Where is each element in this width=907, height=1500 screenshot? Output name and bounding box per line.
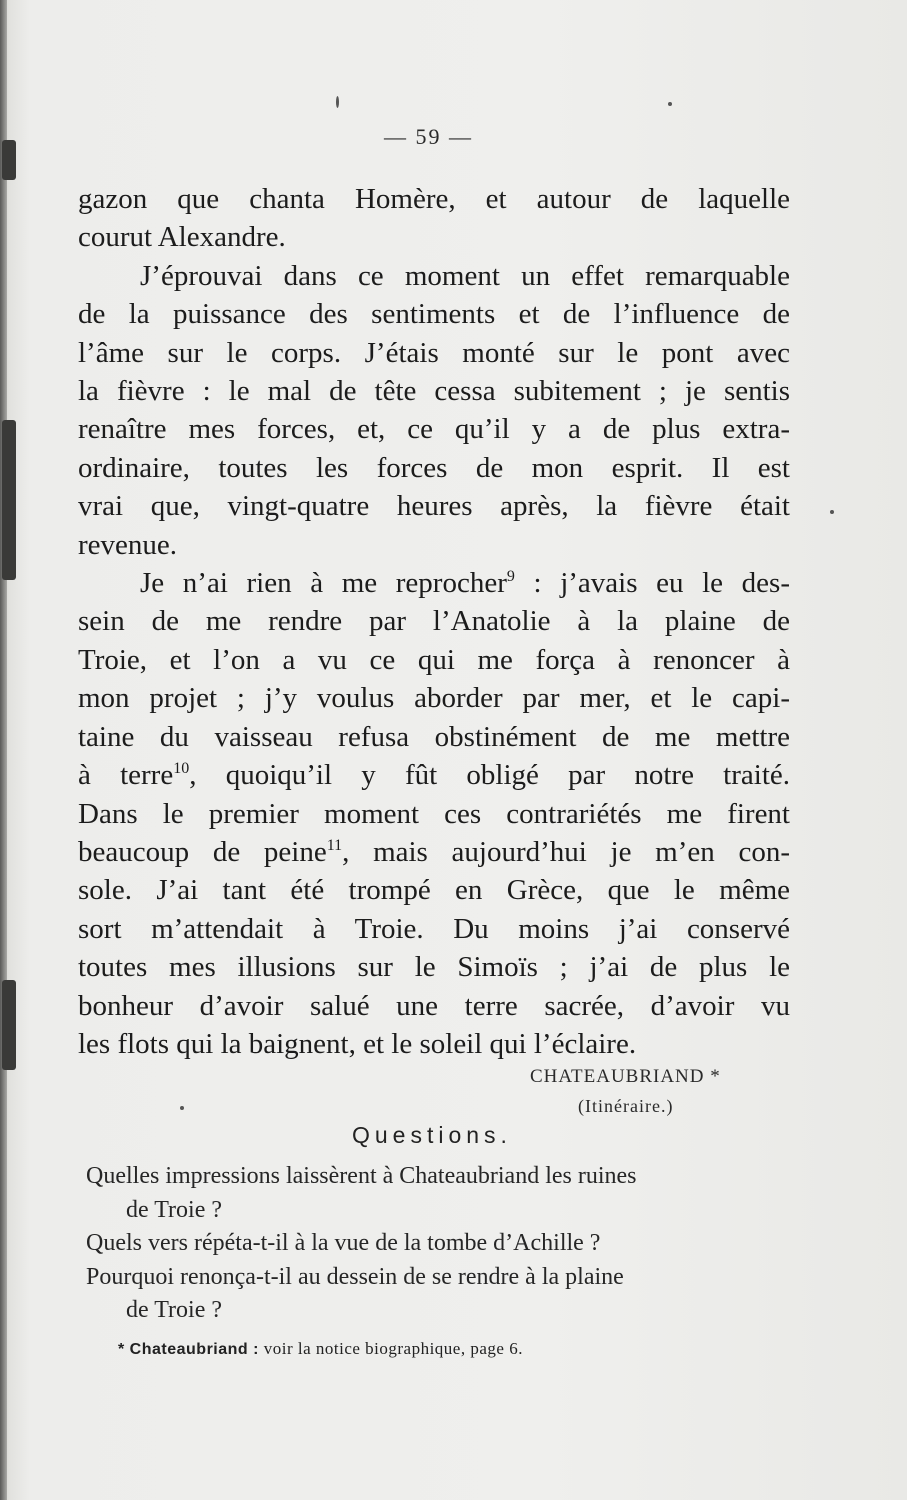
author-attribution: CHATEAUBRIAND *: [530, 1066, 721, 1087]
question-text: Quels vers répéta-t-il à la vue de la tombe d’Achille ?: [86, 1230, 601, 1256]
text-fragment: Je n’ai rien à me reprocher: [140, 567, 507, 600]
text-line: Troie, et l’on a vu ce qui me força à renoncer à: [78, 643, 790, 676]
main-text: [78, 180, 790, 1063]
text-line: bonheur d’avoir salué une terre sacrée, d’avoir vu: [78, 989, 790, 1022]
text-line: Dans le premier moment ces contrariétés me firent: [78, 797, 790, 830]
text-line: sort m’attendait à Troie. Du moins j’ai conservé: [78, 912, 790, 945]
text-line: mon projet ; j’y voulus aborder par mer, et le capi-: [78, 682, 790, 715]
note-reference: 9: [506, 568, 515, 586]
questions-list: [86, 1160, 796, 1328]
question-text: Pourquoi renonça-t-il au dessein de se rendre à la plaine: [86, 1263, 624, 1290]
question-continuation: de Troie ?: [126, 1297, 222, 1323]
text-line: la fièvre : le mal de tête cessa subitement ; je sentis: [78, 375, 790, 408]
text-line: de la puissance des sentiments et de l’influence de: [78, 298, 790, 331]
question-item: [86, 1160, 796, 1227]
print-speck: [180, 1106, 184, 1110]
text-line: [78, 756, 790, 794]
question-continuation: de Troie ?: [126, 1196, 222, 1223]
footnote: [118, 1339, 523, 1359]
text-line: revenue.: [78, 528, 178, 561]
text-fragment: beaucoup de peine: [78, 835, 327, 868]
text-line: renaître mes forces, et, ce qu’il y a de plus extra-: [78, 413, 790, 446]
text-line: J’éprouvai dans ce moment un effet remarquable: [140, 259, 790, 292]
source-title: (Itinéraire.): [578, 1096, 674, 1116]
question-item: [86, 1261, 796, 1328]
page-number: — 59 —: [384, 124, 473, 149]
text-line: toutes mes illusions sur le Simoïs ; j’ai de plus le: [78, 951, 790, 984]
text-line: sole. J’ai tant été trompé en Grèce, que le même: [78, 874, 790, 907]
text-fragment: à terre: [78, 759, 174, 792]
text-line: courut Alexandre.: [78, 221, 286, 254]
text-line: l’âme sur le corps. J’étais monté sur le pont avec: [78, 336, 790, 369]
note-reference: 10: [173, 760, 190, 778]
spine-shadow: [2, 420, 16, 580]
question-item: [86, 1227, 796, 1261]
text-line: vrai que, vingt-quatre heures après, la fièvre était: [78, 490, 790, 523]
text-line: [78, 833, 790, 871]
text-fragment: , quoiqu’il y fût obligé par notre traité.: [189, 759, 790, 792]
page-spine-edge: [0, 0, 7, 1500]
print-speck: [830, 510, 834, 514]
text-line: les flots qui la baignent, et le soleil qui l’éclaire.: [78, 1027, 637, 1060]
footnote-text: voir la notice biographique, page 6.: [258, 1339, 523, 1358]
text-line: [78, 564, 790, 602]
questions-heading: Questions.: [352, 1122, 512, 1148]
text-line: gazon que chanta Homère, et autour de laquelle: [78, 183, 790, 215]
note-reference: 11: [326, 836, 343, 854]
print-speck: [668, 102, 672, 106]
spine-shadow: [2, 980, 16, 1070]
text-line: ordinaire, toutes les forces de mon esprit. Il est: [78, 451, 790, 484]
text-line: sein de me rendre par l’Anatolie à la plaine de: [78, 605, 790, 638]
text-fragment: , mais aujourd’hui je m’en con-: [342, 835, 790, 868]
footnote-name: * Chateaubriand :: [118, 1341, 259, 1358]
question-text: Quelles impressions laissèrent à Chateaubriand les ruines: [86, 1163, 637, 1189]
print-speck: [336, 96, 339, 108]
text-line: taine du vaisseau refusa obstinément de me mettre: [78, 720, 790, 753]
text-fragment: : j’avais eu le des-: [514, 567, 790, 600]
